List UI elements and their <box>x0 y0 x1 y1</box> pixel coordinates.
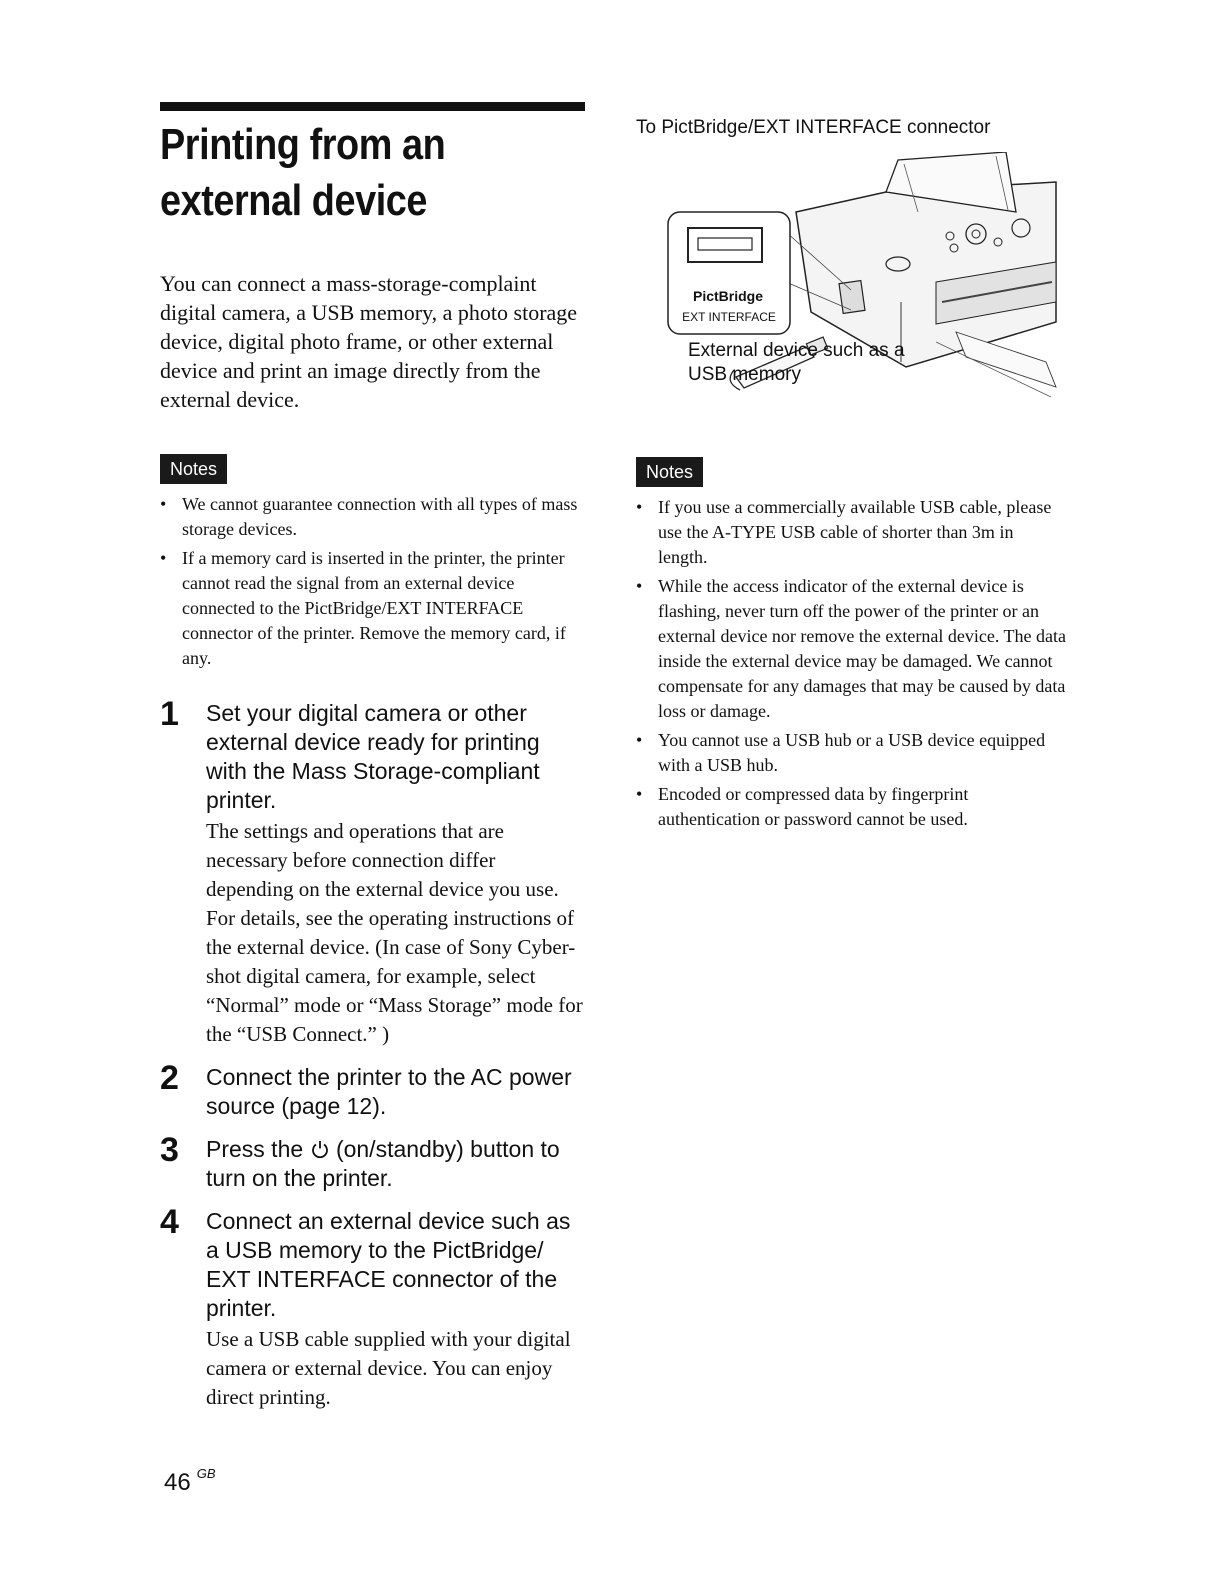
step-number: 1 <box>160 695 179 733</box>
page-title <box>160 117 590 229</box>
intro-paragraph: You can connect a mass-storage-complaint digital camera, a USB memory, a photo storage device, digital photo frame, or other external device and print an image directly from the external device. <box>160 271 578 412</box>
step-heading <box>206 1135 585 1193</box>
label-ext-interface: EXT INTERFACE <box>682 310 776 324</box>
bullet-icon: • <box>636 576 643 596</box>
step-2 <box>160 1059 585 1121</box>
step-heading: Connect an external device such as a USB memory to the PictBridge/ EXT INTERFACE connector of the printer. <box>206 1208 571 1321</box>
step-heading-start: Press the <box>206 1136 304 1162</box>
device-caption: External device such as a USB memory <box>688 340 905 385</box>
step-number: 2 <box>160 1059 179 1097</box>
step-heading-end: (on/standby) button to turn on the printer. <box>206 1136 560 1191</box>
list-item <box>636 495 1066 570</box>
page-number-suffix: GB <box>196 1466 216 1481</box>
step-heading: Connect the printer to the AC power source (page 12). <box>206 1064 572 1119</box>
list-item <box>636 574 1066 724</box>
notes-badge: Notes <box>636 457 703 487</box>
step-body: The settings and operations that are necessary before connection differ depending on the external device you use. For details, see the operating instructions of the external device. (In case of Sony Cyber-shot digital camera, for example, select “Normal” mode or “Mass Storage” mode for the “USB Connect.” ) <box>206 819 583 1046</box>
connector-caption: To PictBridge/EXT INTERFACE connector <box>636 117 991 138</box>
right-notes-section <box>636 457 1066 832</box>
list-item <box>160 546 585 671</box>
bullet-icon: • <box>160 494 167 514</box>
note-text: You cannot use a USB hub or a USB device equipped with a USB hub. <box>658 730 1046 775</box>
steps-list <box>160 695 585 1412</box>
step-heading: Set your digital camera or other external device ready for printing with the Mass Storage-compliant printer. <box>206 700 540 813</box>
step-4 <box>160 1203 585 1412</box>
list-item <box>636 782 1066 832</box>
note-text: We cannot guarantee connection with all types of mass storage devices. <box>182 494 578 539</box>
right-column <box>636 116 1066 836</box>
notes-badge: Notes <box>160 454 227 484</box>
bullet-icon: • <box>636 497 643 517</box>
note-text: If you use a commercially available USB cable, please use the A-TYPE USB cable of shorter than 3m in length. <box>658 497 1052 567</box>
page-title-text: Printing from an external device <box>160 120 446 225</box>
bullet-icon: • <box>636 730 643 750</box>
bullet-icon: • <box>636 784 643 804</box>
page-number-value: 46 <box>164 1469 191 1496</box>
note-text: While the access indicator of the external device is flashing, never turn off the power of the printer or an external device nor remove the external device. The data inside the external device may be damaged. We cannot compensate for any damages that may be caused by data loss or damage. <box>658 576 1066 721</box>
left-column <box>160 102 585 1426</box>
label-pictbridge: PictBridge <box>692 288 763 304</box>
left-notes-section <box>160 454 585 671</box>
title-rule <box>160 102 585 111</box>
left-notes-list <box>160 492 585 671</box>
note-text: If a memory card is inserted in the printer, the printer cannot read the signal from an external device connected to the PictBridge/EXT INTERFACE connector of the printer. Remove the memory card, if any. <box>182 548 566 668</box>
step-number: 4 <box>160 1203 179 1241</box>
page-number <box>164 1466 216 1497</box>
bullet-icon: • <box>160 548 167 568</box>
list-item <box>160 492 585 542</box>
printer-illustration <box>636 152 1066 407</box>
list-item <box>636 728 1066 778</box>
note-text: Encoded or compressed data by fingerprint authentication or password cannot be used. <box>658 784 969 829</box>
step-body: Use a USB cable supplied with your digital camera or external device. You can enjoy direct printing. <box>206 1327 571 1409</box>
power-icon <box>310 1139 330 1159</box>
step-1 <box>160 695 585 1049</box>
step-number: 3 <box>160 1131 179 1169</box>
step-3 <box>160 1131 585 1193</box>
right-notes-list <box>636 495 1066 832</box>
